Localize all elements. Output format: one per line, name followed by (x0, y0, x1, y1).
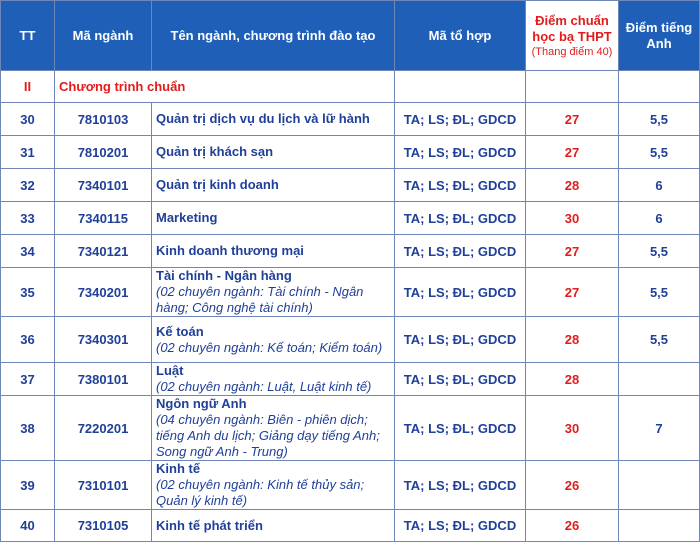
cell-name (152, 510, 395, 542)
section-empty (395, 71, 526, 103)
cell-english: 5,5 (619, 317, 700, 363)
cell-tt: 31 (1, 136, 55, 169)
cell-combo: TA; LS; ĐL; GDCD (395, 136, 526, 169)
cell-tt: 37 (1, 363, 55, 396)
cell-score: 28 (526, 169, 619, 202)
cell-score: 27 (526, 268, 619, 317)
cell-tt: 34 (1, 235, 55, 268)
cell-score: 28 (526, 317, 619, 363)
cell-name (152, 363, 395, 396)
cell-english: 5,5 (619, 103, 700, 136)
cell-combo: TA; LS; ĐL; GDCD (395, 317, 526, 363)
program-name: Tài chính - Ngân hàng (156, 268, 292, 283)
cell-tt: 32 (1, 169, 55, 202)
cell-code: 7340201 (55, 268, 152, 317)
cell-code: 7380101 (55, 363, 152, 396)
cell-english: 6 (619, 202, 700, 235)
cell-combo: TA; LS; ĐL; GDCD (395, 396, 526, 461)
cell-combo: TA; LS; ĐL; GDCD (395, 363, 526, 396)
table-row (1, 363, 700, 396)
cell-english (619, 510, 700, 542)
cell-score: 30 (526, 396, 619, 461)
program-name: Luật (156, 363, 184, 378)
program-name: Kinh doanh thương mại (156, 243, 304, 258)
cell-code: 7340115 (55, 202, 152, 235)
cell-english (619, 461, 700, 510)
table-row (1, 461, 700, 510)
program-note: (02 chuyên ngành: Tài chính - Ngân hàng; Công nghệ tài chính) (156, 284, 364, 315)
cell-code: 7340101 (55, 169, 152, 202)
table-header-row (1, 1, 700, 71)
header-score-line2: học bạ THPT (532, 28, 612, 44)
table-row (1, 317, 700, 363)
table-row (1, 268, 700, 317)
cell-tt: 40 (1, 510, 55, 542)
program-name: Ngôn ngữ Anh (156, 396, 247, 411)
cell-name (152, 136, 395, 169)
table-row (1, 136, 700, 169)
cell-score: 26 (526, 461, 619, 510)
cell-english: 6 (619, 169, 700, 202)
cell-combo: TA; LS; ĐL; GDCD (395, 103, 526, 136)
cell-name (152, 169, 395, 202)
cell-name (152, 268, 395, 317)
cell-combo: TA; LS; ĐL; GDCD (395, 202, 526, 235)
cell-code: 7310105 (55, 510, 152, 542)
cell-english (619, 363, 700, 396)
program-name: Quản trị dịch vụ du lịch và lữ hành (156, 111, 370, 126)
header-score-sub: (Thang điểm 40) (531, 45, 613, 58)
cell-code: 7310101 (55, 461, 152, 510)
section-row (1, 71, 700, 103)
header-english-line1: Điểm tiếng (625, 19, 693, 35)
cell-tt: 33 (1, 202, 55, 235)
cell-name (152, 235, 395, 268)
header-name: Tên ngành, chương trình đào tạo (152, 1, 395, 71)
cell-code: 7810201 (55, 136, 152, 169)
section-tt: II (1, 71, 55, 103)
program-note: (04 chuyên ngành: Biên - phiên dịch; tiếng Anh du lịch; Giảng dạy tiếng Anh; Song ngữ Anh - Trung) (156, 412, 380, 459)
cell-score: 30 (526, 202, 619, 235)
table-row (1, 510, 700, 542)
cell-tt: 35 (1, 268, 55, 317)
cell-score: 26 (526, 510, 619, 542)
table-row (1, 169, 700, 202)
cell-score: 27 (526, 136, 619, 169)
header-combo: Mã tổ hợp (395, 1, 526, 71)
header-score-line1: Điểm chuẩn (535, 12, 609, 28)
cell-score: 28 (526, 363, 619, 396)
table-row (1, 103, 700, 136)
cell-name (152, 202, 395, 235)
program-note: (02 chuyên ngành: Kế toán; Kiểm toán) (156, 339, 383, 355)
program-name: Kế toán (156, 323, 204, 339)
program-note: (02 chuyên ngành: Luật, Luật kinh tế) (156, 379, 372, 394)
cell-combo: TA; LS; ĐL; GDCD (395, 268, 526, 317)
program-name: Quản trị kinh doanh (156, 177, 279, 192)
program-name: Kinh tế phát triển (156, 517, 263, 533)
cell-combo: TA; LS; ĐL; GDCD (395, 169, 526, 202)
table-row (1, 202, 700, 235)
section-empty (526, 71, 619, 103)
cell-name (152, 103, 395, 136)
cell-code: 7340301 (55, 317, 152, 363)
cell-name (152, 396, 395, 461)
cell-combo: TA; LS; ĐL; GDCD (395, 510, 526, 542)
header-score (526, 1, 619, 71)
header-code: Mã ngành (55, 1, 152, 71)
cell-code: 7340121 (55, 235, 152, 268)
cell-name (152, 461, 395, 510)
cell-english: 5,5 (619, 136, 700, 169)
section-empty (619, 71, 700, 103)
cell-code: 7220201 (55, 396, 152, 461)
program-name: Marketing (156, 210, 218, 225)
program-note: (02 chuyên ngành: Kinh tế thủy sản; Quản lý kinh tế) (156, 477, 365, 508)
cell-combo: TA; LS; ĐL; GDCD (395, 461, 526, 510)
cell-score: 27 (526, 235, 619, 268)
cell-tt: 30 (1, 103, 55, 136)
cell-tt: 36 (1, 317, 55, 363)
cell-score: 27 (526, 103, 619, 136)
cell-tt: 38 (1, 396, 55, 461)
cell-tt: 39 (1, 461, 55, 510)
cell-english: 5,5 (619, 235, 700, 268)
cell-english: 7 (619, 396, 700, 461)
cell-combo: TA; LS; ĐL; GDCD (395, 235, 526, 268)
header-english-line2: Anh (646, 35, 672, 51)
section-label: Chương trình chuẩn (55, 71, 395, 103)
program-name: Quản trị khách sạn (156, 144, 274, 159)
table-row (1, 235, 700, 268)
program-name: Kinh tế (156, 461, 201, 476)
cell-english: 5,5 (619, 268, 700, 317)
table-row (1, 396, 700, 461)
header-english (619, 1, 700, 71)
cell-code: 7810103 (55, 103, 152, 136)
cell-name (152, 317, 395, 363)
header-tt: TT (1, 1, 55, 71)
